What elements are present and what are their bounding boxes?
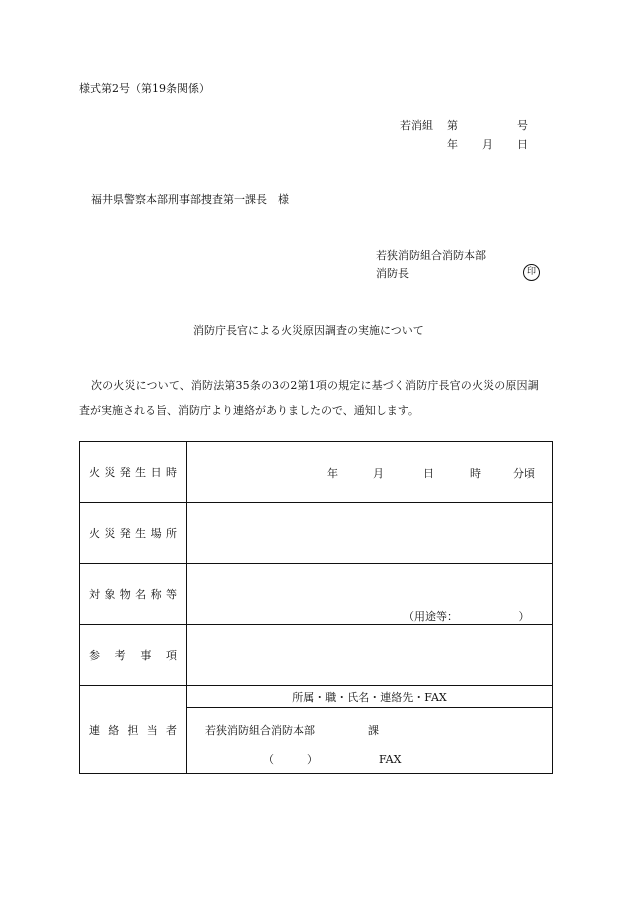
table-row-contact-header <box>80 686 553 708</box>
doc-date-month: 月 <box>482 138 493 151</box>
report-table <box>79 441 553 774</box>
label-target-name: 対 象 物 名 称 等 <box>80 564 187 625</box>
label-fire-datetime: 火 災 発 生 日 時 <box>80 442 187 503</box>
table-row-target <box>80 564 553 625</box>
form-number: 様式第2号（第19条関係） <box>79 82 210 95</box>
body-line-1: 次の火災について、消防法第35条の3の2第1項の規定に基づく消防庁長官の火災の原因調 <box>91 379 539 392</box>
table-row-remarks <box>80 625 553 686</box>
value-target-name[interactable] <box>187 564 553 625</box>
doc-date-day: 日 <box>517 138 528 151</box>
subject-title: 消防庁長官による火災原因調査の実施について <box>193 324 424 337</box>
contact-header: 所属・職・氏名・連絡先・FAX <box>187 686 553 708</box>
body-line-2: 査が実施される旨、消防庁より連絡がありましたので、通知します。 <box>79 404 419 417</box>
label-fire-location: 火 災 発 生 場 所 <box>80 503 187 564</box>
doc-number-prefix: 若消組 <box>400 119 433 132</box>
recipient: 福井県警察本部刑事部捜査第一課長 様 <box>91 193 289 206</box>
dt-day: 日 <box>423 467 434 480</box>
sender-title: 消防長 <box>376 267 409 280</box>
label-remarks: 参 考 事 項 <box>80 625 187 686</box>
label-contact-person: 連 絡 担 当 者 <box>80 686 187 774</box>
dt-year: 年 <box>327 467 338 480</box>
table-row-location <box>80 503 553 564</box>
dt-month: 月 <box>373 467 384 480</box>
contact-phone: （ ） <box>263 753 318 766</box>
contact-fax: FAX <box>379 753 402 766</box>
doc-number-dai: 第 <box>447 119 458 132</box>
contact-org: 若狭消防組合消防本部 <box>205 724 315 737</box>
seal-mark: 印 <box>523 264 540 281</box>
sender-org: 若狭消防組合消防本部 <box>376 249 486 262</box>
doc-number-go: 号 <box>517 119 528 132</box>
value-fire-location[interactable] <box>187 503 553 564</box>
contact-section: 課 <box>368 724 379 737</box>
dt-hour: 時 <box>470 467 481 480</box>
dt-minute: 分頃 <box>513 467 535 480</box>
value-fire-datetime[interactable] <box>187 442 553 503</box>
usage-note: （用途等： ） <box>403 610 530 623</box>
table-row-datetime <box>80 442 553 503</box>
value-contact-details[interactable] <box>187 708 553 774</box>
value-remarks[interactable] <box>187 625 553 686</box>
doc-date-year: 年 <box>447 138 458 151</box>
